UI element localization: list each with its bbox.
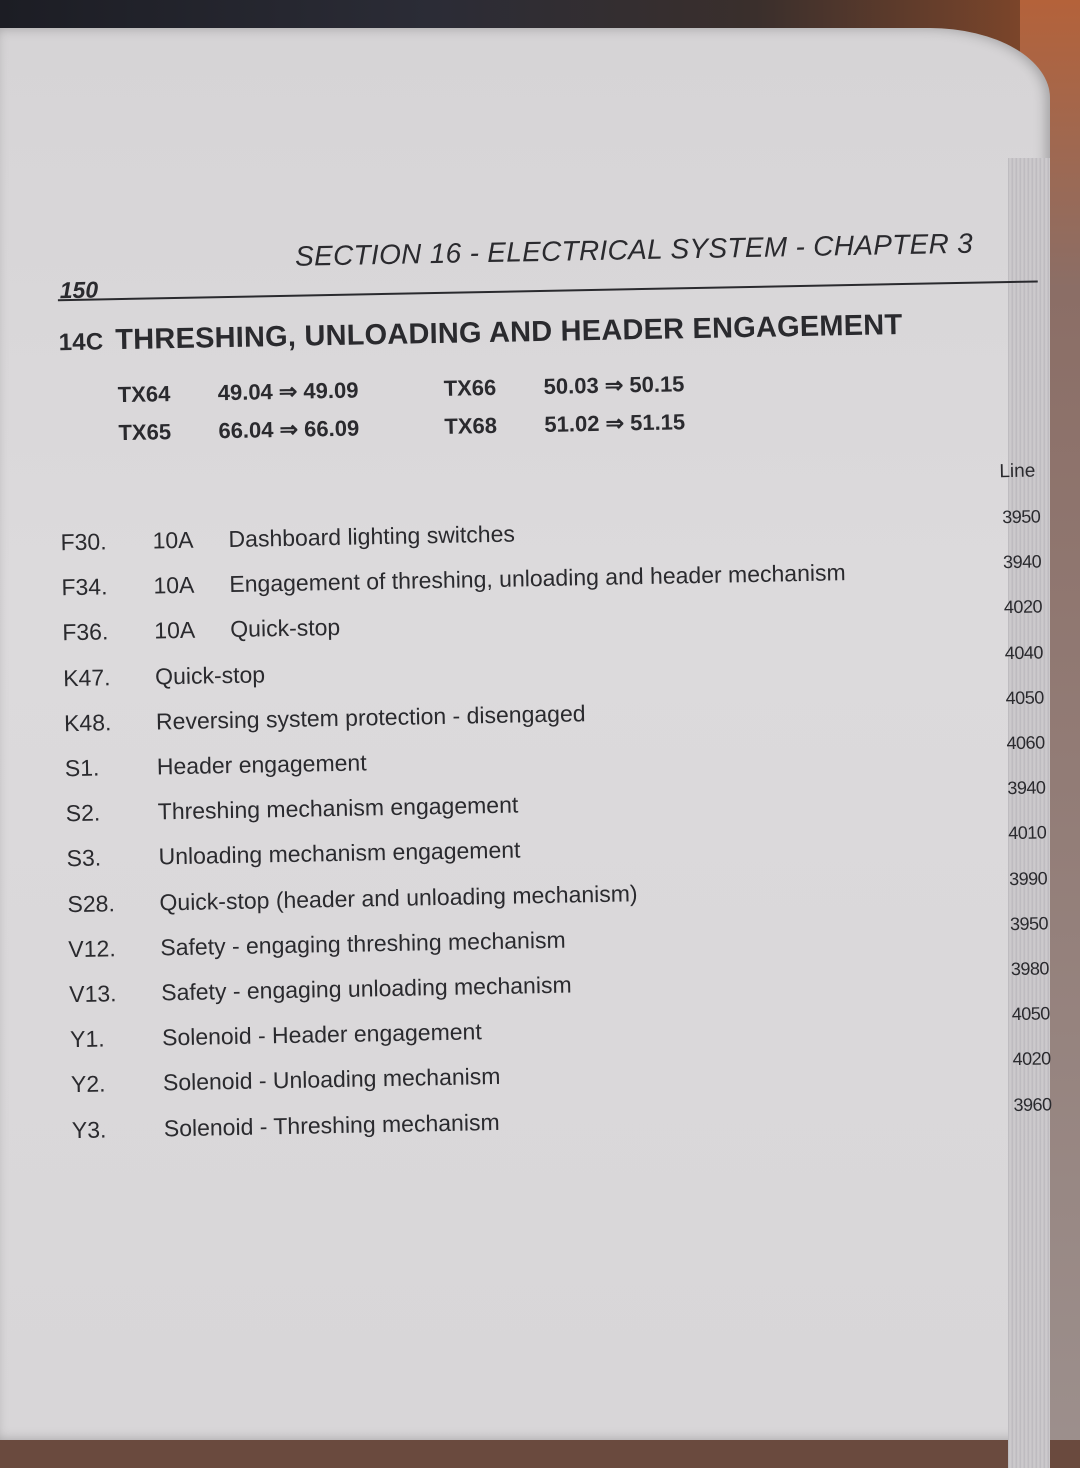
line-column-header: Line [999,460,1036,483]
component-code: F36. [62,618,109,646]
line-number: 3940 [1007,777,1046,799]
component-code: S2. [65,799,101,827]
table-row [60,506,1041,565]
component-description: Solenoid - Header engagement [161,1018,482,1051]
fuse-rating: 10A [152,526,194,554]
model-code: TX68 [444,412,498,439]
table-row [65,777,1047,837]
line-number: 3980 [1010,958,1050,980]
component-code: V13. [68,980,117,1008]
component-code: K47. [62,663,111,691]
component-code: F34. [61,573,108,601]
line-number: 3940 [1002,551,1042,573]
line-number: 3950 [1002,506,1041,528]
component-description: Unloading mechanism engagement [158,836,521,870]
component-description: Quick-stop (header and unloading mechanism) [159,879,638,916]
table-row [62,596,1043,656]
component-code: S1. [64,754,100,782]
component-code: Y3. [71,1116,107,1143]
line-number: 3990 [1008,867,1048,889]
fuse-rating: 10A [153,571,195,599]
table-row [64,732,1046,791]
line-number: 4060 [1006,732,1045,754]
serial-range: 51.02 ⇒ 51.15 [544,409,686,437]
table-row [61,551,1042,611]
table-row [67,867,1048,927]
component-description: Solenoid - Unloading mechanism [162,1063,501,1096]
line-number: 4050 [1011,1003,1050,1025]
serial-range: 50.03 ⇒ 50.15 [543,371,685,399]
component-code: Y2. [70,1070,106,1098]
model-code: TX66 [443,374,497,401]
table-row [71,1093,1053,1153]
serial-range: 66.04 ⇒ 66.09 [218,415,360,444]
line-number: 4050 [1005,687,1044,708]
line-number: 3960 [1013,1093,1052,1115]
component-description: Quick-stop [154,660,266,690]
section-title-text: THRESHING, UNLOADING AND HEADER ENGAGEMENT [115,309,903,357]
line-number: 4040 [1004,642,1044,663]
line-number: 4010 [1008,822,1047,844]
table-row [62,642,1044,701]
section-code: 14C [58,328,104,357]
line-number: 3950 [1009,913,1049,934]
component-description: Header engagement [156,749,367,780]
component-description: Threshing mechanism engagement [157,791,519,825]
model-code: TX65 [118,419,172,446]
table-row [63,687,1045,746]
component-code: V12. [68,935,116,962]
component-description: Safety - engaging threshing mechanism [160,926,566,961]
component-code: K48. [63,709,112,737]
table-row [66,822,1047,882]
line-number: 4020 [1003,596,1043,618]
table-row [69,1003,1051,1063]
component-code: S28. [67,889,116,917]
table-row [68,913,1049,972]
component-description: Dashboard lighting switches [228,520,516,553]
model-code: TX64 [117,381,171,408]
component-code: F30. [60,528,107,556]
component-description: Safety - engaging unloading mechanism [160,971,572,1006]
table-row [70,1048,1052,1108]
page-number: 150 [59,276,99,304]
table-row [68,958,1050,1017]
component-description: Solenoid - Threshing mechanism [163,1108,500,1141]
fuse-rating: 10A [154,617,196,644]
line-number: 4020 [1012,1048,1051,1070]
component-description: Reversing system protection - disengaged [155,700,586,735]
component-code: Y1. [69,1025,105,1053]
component-code: S3. [66,844,102,872]
serial-range: 49.04 ⇒ 49.09 [217,377,359,406]
component-description: Quick-stop [230,614,341,643]
running-head: SECTION 16 - ELECTRICAL SYSTEM - CHAPTER 3 [294,227,974,272]
component-description: Engagement of threshing, unloading and header mechanism [229,559,846,598]
